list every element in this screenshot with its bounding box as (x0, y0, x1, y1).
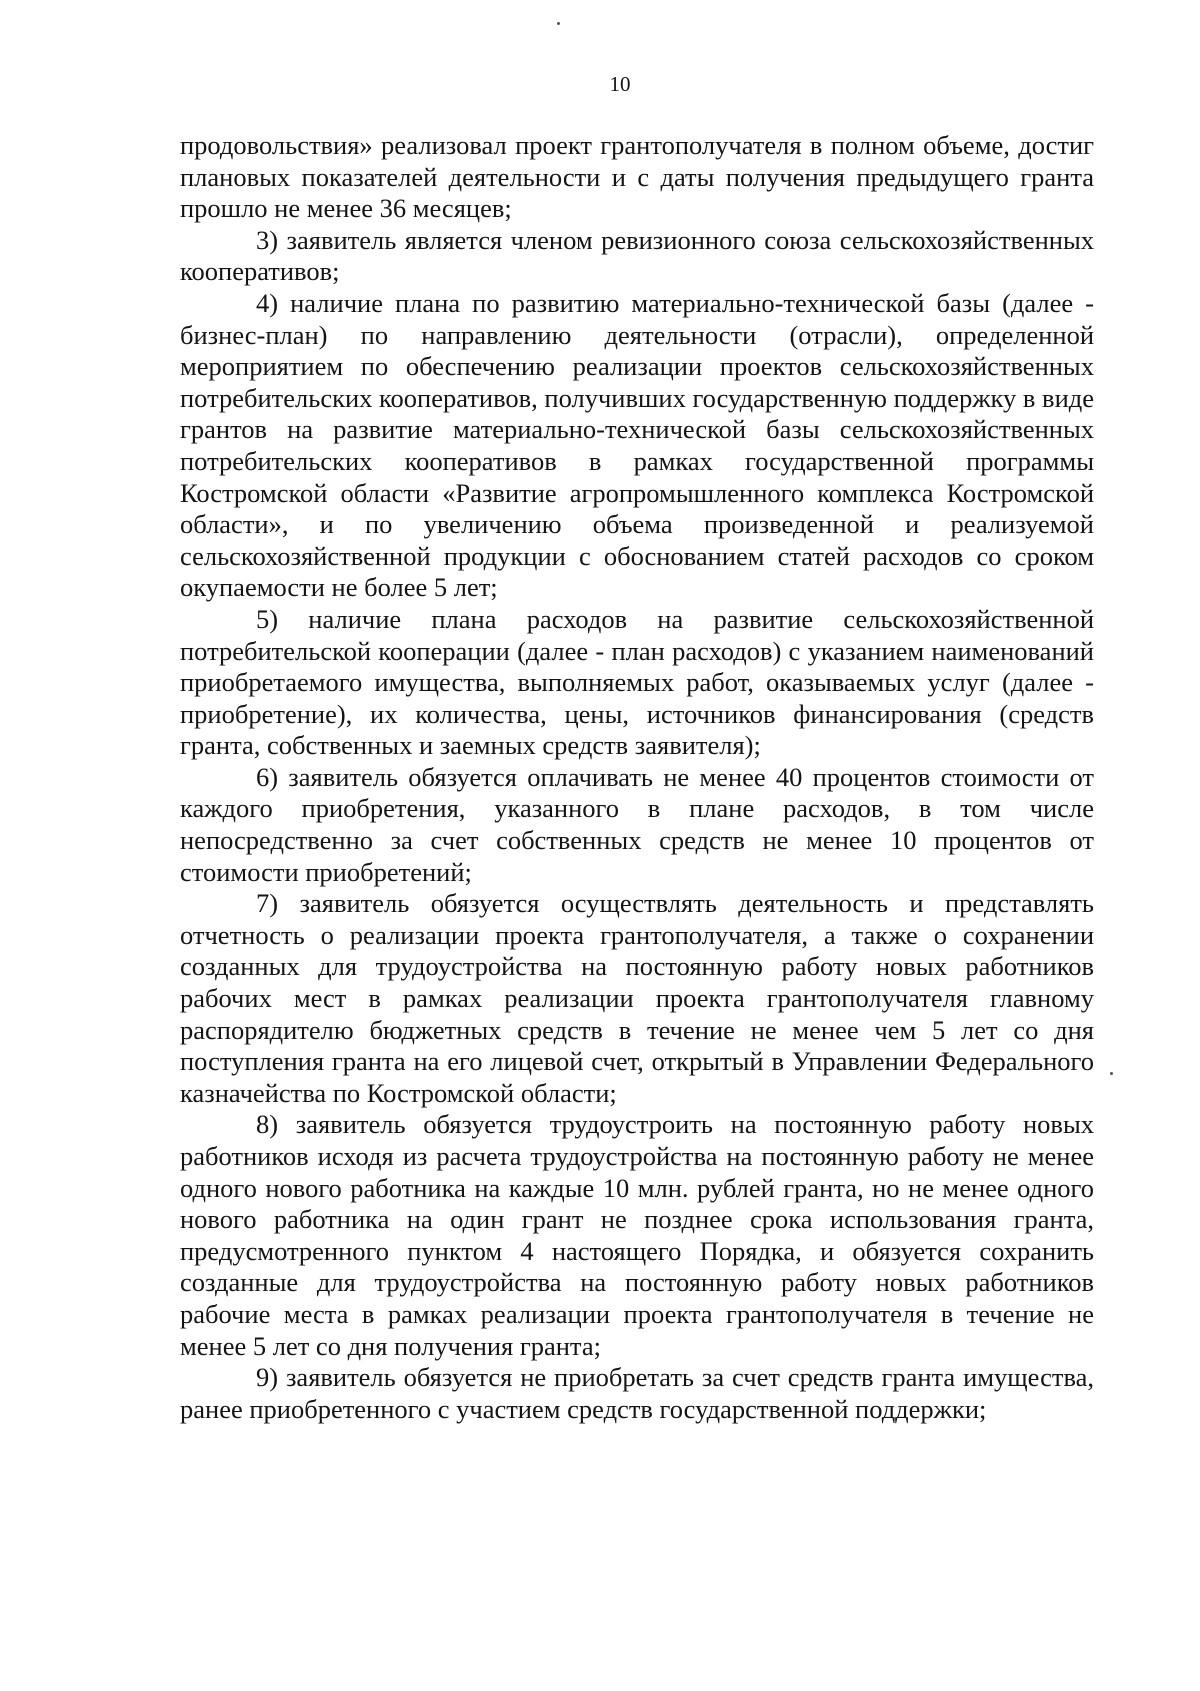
scan-speck (557, 22, 560, 25)
paragraph-item-9: 9) заявитель обязуется не приобретать за счет средств гранта имущества, ранее приобретенного с участием средств государственной поддержки; (180, 1362, 1094, 1424)
scan-speck (1110, 1072, 1113, 1075)
paragraph-item-8: 8) заявитель обязуется трудоустроить на постоянную работу новых работников исходя из расчета трудоустройства на постоянную работу не менее одного нового работника на каждые 10 млн. рублей гранта, но не менее одного нового работника на один грант не позднее срока использования гранта, предусмотренного пунктом 4 настоящего Порядка, и обязуется сохранить созданные для трудоустройства на постоянную работу новых работников рабочие места в рамках реализации проекта грантополучателя в течение не менее 5 лет со дня получения гранта; (180, 1109, 1094, 1361)
page-number: 10 (609, 72, 631, 96)
paragraph-continuation: продовольствия» реализовал проект грантополучателя в полном объеме, достиг плановых показателей деятельности и с даты получения предыдущего гранта прошло не менее 36 месяцев; (180, 130, 1094, 224)
paragraph-item-7: 7) заявитель обязуется осуществлять деятельность и представлять отчетность о реализации проекта грантополучателя, а также о сохранении созданных для трудоустройства на постоянную работу новых работников рабочих мест в рамках реализации проекта грантополучателя главному распорядителю бюджетных средств в течение не менее чем 5 лет со дня поступления гранта на его лицевой счет, открытый в Управлении Федерального казначейства по Костромской области; (180, 888, 1094, 1108)
document-body (180, 130, 1094, 1425)
paragraph-item-5: 5) наличие плана расходов на развитие сельскохозяйственной потребительской кооперации (далее - план расходов) с указанием наименований приобретаемого имущества, выполняемых работ, оказываемых услуг (далее - приобретение), их количества, цены, источников финансирования (средств гранта, собственных и заемных средств заявителя); (180, 603, 1094, 761)
paragraph-item-6: 6) заявитель обязуется оплачивать не менее 40 процентов стоимости от каждого приобретения, указанного в плане расходов, в том числе непосредственно за счет собственных средств не менее 10 процентов от стоимости приобретений; (180, 761, 1094, 887)
paragraph-item-4: 4) наличие плана по развитию материально-технической базы (далее - бизнес-план) по направлению деятельности (отрасли), определенной мероприятием по обеспечению реализации проектов сельскохозяйственных потребительских кооперативов, получивших государственную поддержку в виде грантов на развитие материально-технической базы сельскохозяйственных потребительских кооперативов в рамках государственной программы Костромской области «Развитие агропромышленного комплекса Костромской области», и по увеличению объема произведенной и реализуемой сельскохозяйственной продукции с обоснованием статей расходов со сроком окупаемости не более 5 лет; (180, 287, 1094, 603)
paragraph-item-3: 3) заявитель является членом ревизионного союза сельскохозяйственных кооперативов; (180, 224, 1094, 287)
